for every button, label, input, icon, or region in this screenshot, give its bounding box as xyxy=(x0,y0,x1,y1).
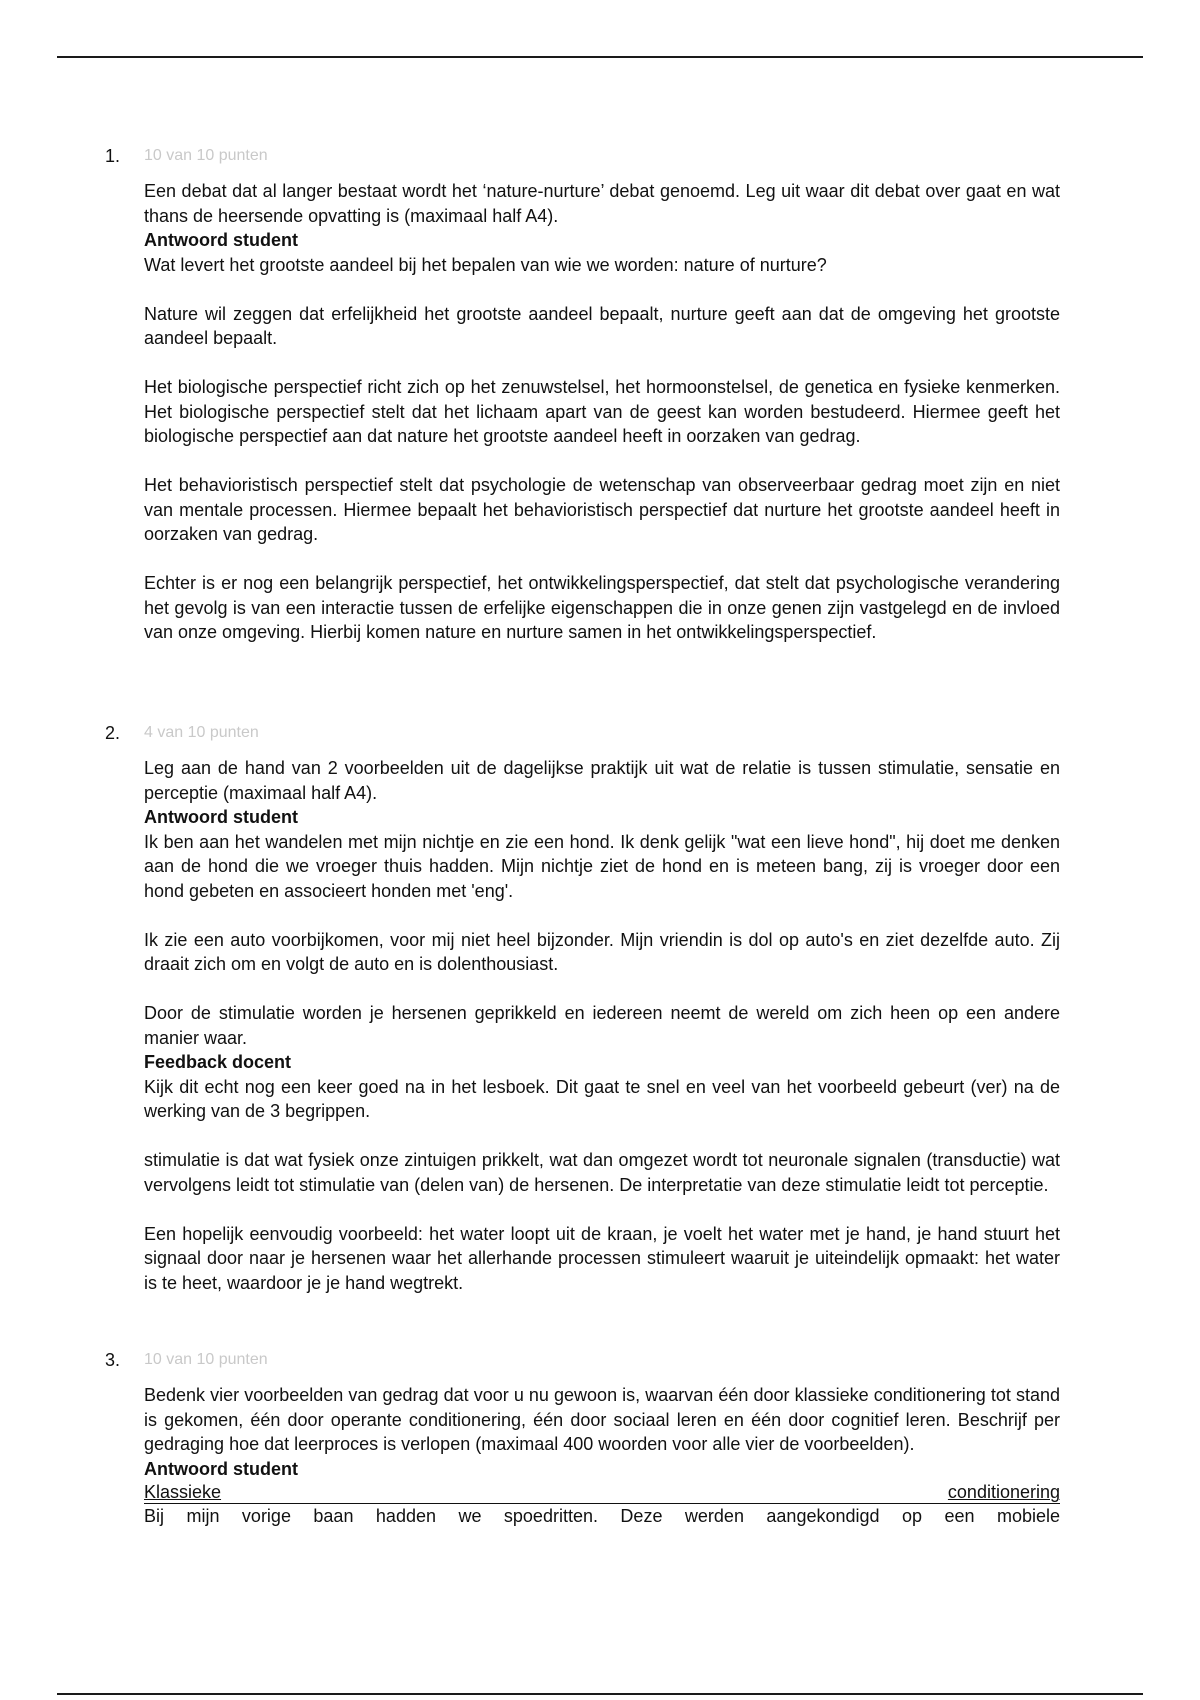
answer-paragraph: Echter is er nog een belangrijk perspectief, het ontwikkelingsperspectief, dat stelt dat psychologische verandering het gevolg is van een interactie tussen de erfelijke eigenschappen die in onze genen zijn vastgelegd en de invloed van onze omgeving. Hierbij komen nature en nurture samen in het ontwikkelingsperspectief. xyxy=(144,573,1060,642)
answer-paragraph: Door de stimulatie worden je hersenen geprikkeld en iedereen neemt de wereld om zich heen op een andere manier waar. xyxy=(144,1003,1060,1048)
answer-paragraph: Wat levert het grootste aandeel bij het bepalen van wie we worden: nature of nurture? xyxy=(144,254,827,275)
answer-paragraph: Het behavioristisch perspectief stelt dat psychologie de wetenschap van observeerbaar gedrag moet zijn en niet van mentale processen. Hiermee bepaalt het behavioristisch perspectief dat nurture het grootste aandeel heeft in oorzaken van gedrag. xyxy=(144,475,1060,544)
answer-paragraph: Het biologische perspectief richt zich op het zenuwstelsel, het hormoonstelsel, de genetica en fysieke kenmerken. Het biologische perspectief stelt dat het lichaam apart van de geest kan worden bestudeerd. Hiermee geeft het biologische perspectief aan dat nature het grootste aandeel heeft in oorzaken van gedrag. xyxy=(144,377,1060,446)
answer-heading: Antwoord student xyxy=(144,1458,298,1479)
score-label: 10 van 10 punten xyxy=(144,1351,268,1368)
header-rule xyxy=(57,56,1143,58)
feedback-paragraph: stimulatie is dat wat fysiek onze zintuigen prikkelt, wat dan omgezet wordt tot neuronale signalen (transductie) wat vervolgens leidt tot stimulatie van (delen van) de hersenen. De interpretatie van deze stimulatie leidt tot perceptie. xyxy=(144,1150,1060,1195)
score-label: 4 van 10 punten xyxy=(144,724,259,741)
question-number: 1. xyxy=(105,146,121,166)
answer-heading: Antwoord student xyxy=(144,807,298,827)
question-prompt: Bedenk vier voorbeelden van gedrag dat voor u nu gewoon is, waarvan één door klassieke conditionering tot stand is gekomen, één door operante conditionering, één door sociaal leren en één door cognitief leren. Beschrijf per gedraging hoe dat leerproces is verlopen (maximaal 400 woorden voor alle vier de voorbeelden). xyxy=(144,1385,1060,1454)
question-number: 3. xyxy=(105,1350,121,1370)
feedback-heading: Feedback docent xyxy=(144,1052,292,1072)
footer-rule xyxy=(57,1693,1143,1695)
subheading-right: conditionering xyxy=(947,1482,1060,1502)
answer-heading: Antwoord student xyxy=(144,230,298,250)
question-prompt: Een debat dat al langer bestaat wordt het ‘nature-nurture’ debat genoemd. Leg uit waar dit debat over gaat en wat thans de heersende opvatting is (maximaal half A4). xyxy=(144,181,1060,226)
answer-paragraph: Ik zie een auto voorbijkomen, voor mij niet heel bijzonder. Mijn vriendin is dol op auto's en ziet dezelfde auto. Zij draait zich om en volgt de auto en is dolenthousiast. xyxy=(144,929,1060,974)
question-number: 2. xyxy=(105,723,121,743)
score-label: 10 van 10 punten xyxy=(144,147,268,164)
answer-paragraph: Bij mijn vorige baan hadden we spoedritten. Deze werden aangekondigd op een mobiele xyxy=(144,1506,1060,1526)
answer-subheading xyxy=(144,1481,1060,1504)
answer-paragraph: Nature wil zeggen dat erfelijkheid het grootste aandeel bepaalt, nurture geeft aan dat de omgeving het grootste aandeel bepaalt. xyxy=(144,303,1060,348)
subheading-left: Klassieke xyxy=(144,1482,222,1502)
question-prompt: Leg aan de hand van 2 voorbeelden uit de dagelijkse praktijk uit wat de relatie is tussen stimulatie, sensatie en perceptie (maximaal half A4). xyxy=(144,758,1060,803)
feedback-paragraph: Een hopelijk eenvoudig voorbeeld: het water loopt uit de kraan, je voelt het water met je hand, je hand stuurt het signaal door naar je hersenen waar het allerhande processen stimuleert waaruit je uiteindelijk opmaakt: het water is te heet, waardoor je je hand wegtrekt. xyxy=(144,1223,1060,1293)
answer-paragraph: Ik ben aan het wandelen met mijn nichtje en zie een hond. Ik denk gelijk "wat een lieve hond", hij doet me denken aan de hond die we vroeger thuis hadden. Mijn nichtje ziet de hond en is meteen bang, zij is vroeger door een hond gebeten en associeert honden met 'eng'. xyxy=(144,831,1060,901)
feedback-paragraph: Kijk dit echt nog een keer goed na in het lesboek. Dit gaat te snel en veel van het voorbeeld gebeurt (ver) na de werking van de 3 begrippen. xyxy=(144,1076,1060,1121)
